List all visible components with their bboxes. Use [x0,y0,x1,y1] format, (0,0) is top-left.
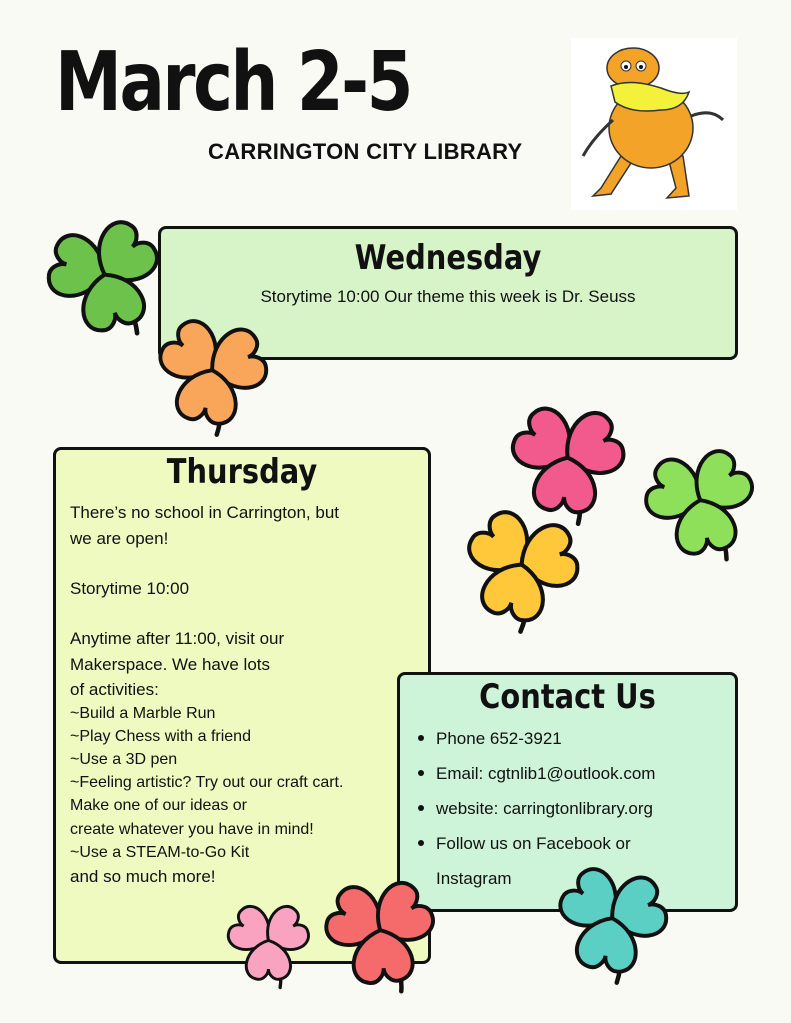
wednesday-text: Storytime 10:00 Our theme this week is Dr. Seuss [260,287,636,306]
thursday-line: of activities: [70,680,159,699]
contact-email: Email: cgtnlib1@outlook.com [418,764,655,784]
thursday-line: ~Feeling artistic? Try out our craft cart. [70,774,344,791]
clover-icon [633,433,767,567]
contact-phone: Phone 652-3921 [418,729,562,749]
thursday-line: Anytime after 11:00, visit our [70,629,285,648]
page-title: March 2-5 [55,35,411,130]
clover-icon [145,303,279,437]
wednesday-heading: Wednesday [354,238,542,278]
thursday-line: ~Use a STEAM-to-Go Kit [70,844,250,861]
thursday-line: ~Build a Marble Run [70,705,216,722]
clover-icon [218,890,319,991]
thursday-heading: Thursday [166,452,318,492]
thursday-line: ~Use a 3D pen [70,751,178,768]
clover-icon [313,863,447,997]
thursday-line: Makerspace. We have lots [70,655,270,674]
thursday-line: Storytime 10:00 [70,579,190,598]
thursday-line: we are open! [70,529,169,548]
library-name: CARRINGTON CITY LIBRARY [208,139,523,164]
thursday-line: ~Play Chess with a friend [70,728,251,745]
contact-social: Follow us on Facebook or [418,834,631,854]
contact-heading: Contact Us [479,677,656,717]
lorax-image [571,38,737,210]
thursday-line: There’s no school in Carrington, but [70,503,340,522]
clover-icon [545,851,679,985]
thursday-line: Make one of our ideas or [70,797,247,814]
contact-website: website: carringtonlibrary.org [418,799,653,819]
thursday-line: and so much more! [70,867,216,886]
contact-social-cont: Instagram [436,869,512,888]
thursday-line: create whatever you have in mind! [70,821,314,838]
clover-icon [452,495,591,634]
